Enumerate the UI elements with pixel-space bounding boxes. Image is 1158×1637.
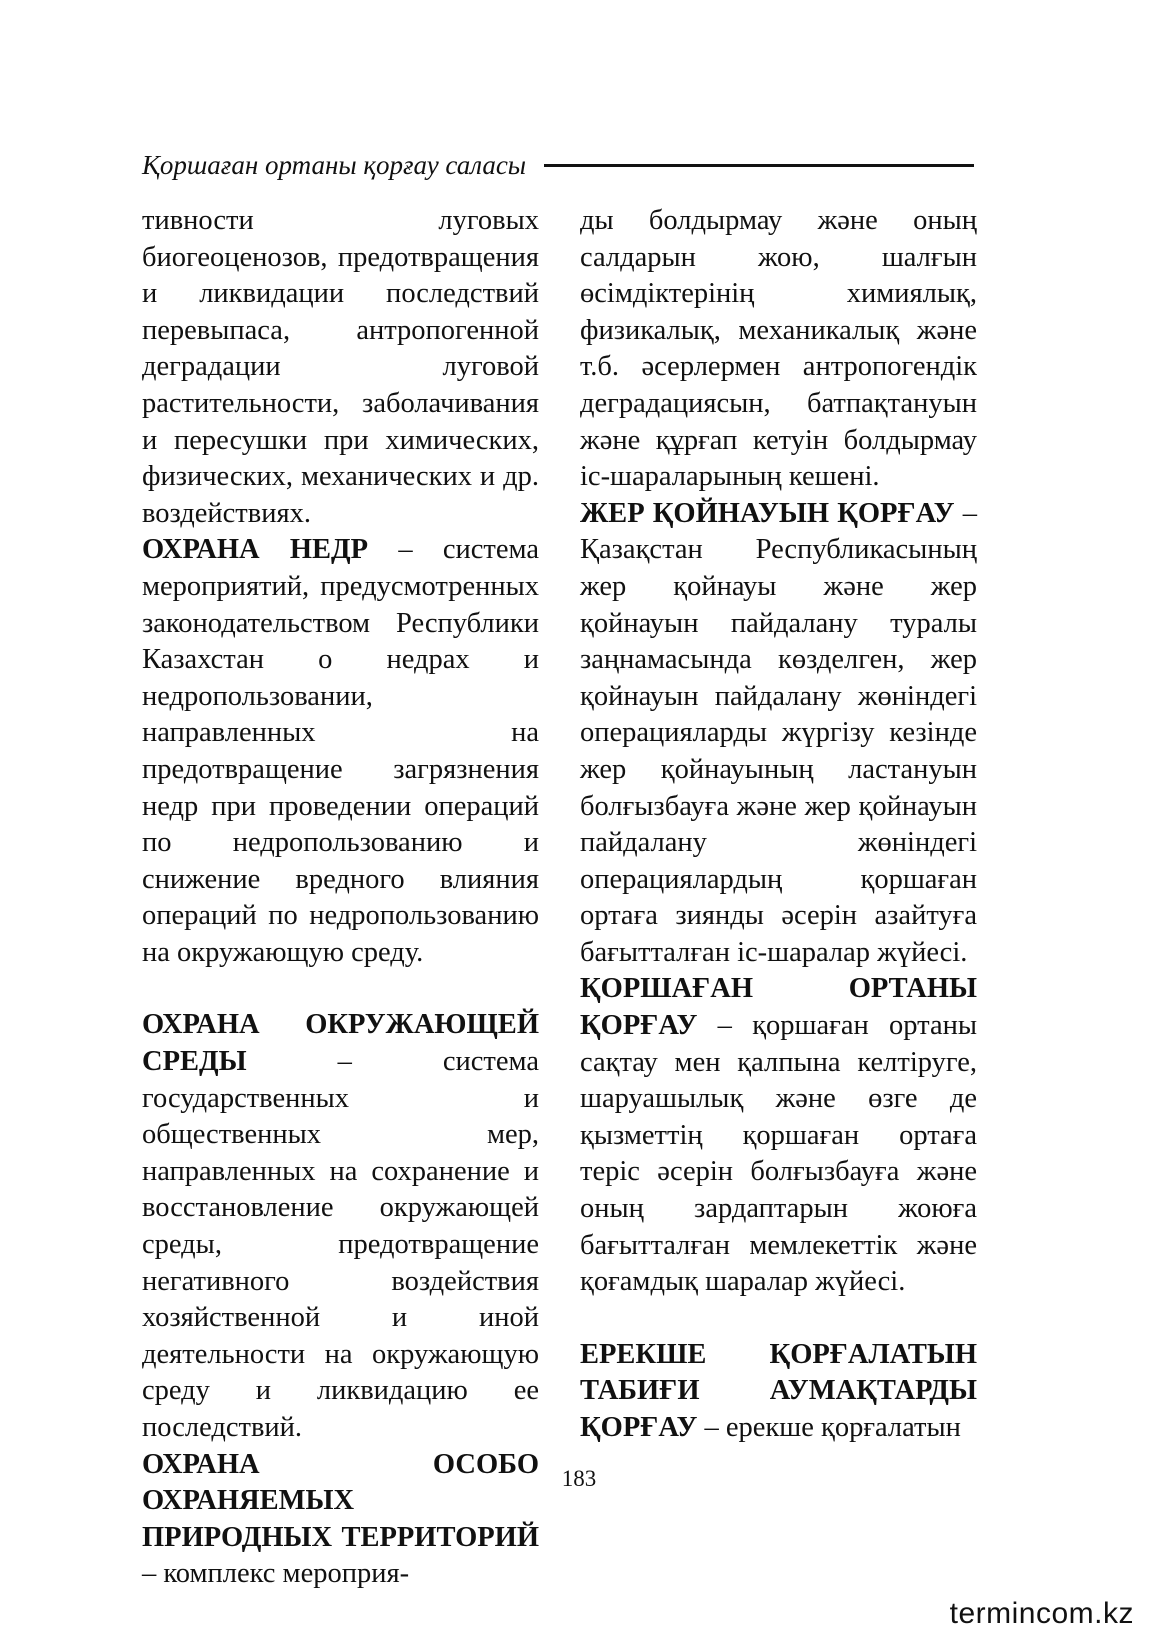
entry-text: – система государственных и общественных мер, направленных на сохранение и восстановление окружающей среды, предотвращение негативного воздействия хозяйственной и иной деятельности на окружающую среду и ликвидацию ее последствий.: [142, 1046, 539, 1443]
entry-text: – система мероприятий, предусмотренных законодательством Республики Казахстан о недрах и недропользовании, направленных на предотвращение загрязнения недр при проведении операций по недропользованию и снижение вредного влияния операций по недропользованию на окружающую среду.: [142, 534, 539, 968]
site-watermark: termincom.kz: [949, 1597, 1134, 1630]
entry-qorshagan-ortany-qorgau: [580, 971, 977, 1300]
running-header: [142, 150, 974, 181]
entry-continuation: [142, 203, 539, 532]
left-column: [142, 203, 539, 1593]
entry-text: – ерекше қорғалатын: [697, 1412, 961, 1443]
entry-term: ҚОРШАҒАН ОРТАНЫ ҚОРҒАУ: [580, 973, 977, 1042]
entry-text: – Қазақстан Республикасының жер қойнауы және жер қойнауын пайдалану туралы заңнамасында көзделген, жер қойнауын пайдалану жөніндегі операцияларды жүргізу кезінде жер қойнауының ластануын болғызбауға және жер қойнауын пайдалану жөніндегі операциялардың қоршаған ортаға зиянды әсерін азайтуға бағытталған іс-шаралар жүйесі.: [580, 497, 977, 968]
entry-text: – комплекс мероприя-: [142, 1558, 410, 1590]
entry-term: ЖЕР ҚОЙНАУЫН ҚОРҒАУ: [580, 497, 955, 529]
entry-erekshe-qorgalatyn: [580, 1337, 977, 1447]
header-rule: [544, 164, 974, 167]
page-number: 183: [561, 1466, 597, 1491]
entry-zher-qoynauyn-qorgau: [580, 496, 977, 972]
entry-text: ды болдырмау және оның салдарын жою, шалғын өсімдіктерінің химиялық, физикалық, механикалық және т.б. әсерлермен антропогендік деградациясын, батпақтануын және құрғап кетуін болдырмау іс-шараларының кешені.: [580, 205, 977, 493]
entry-term: ОХРАНА ОКРУЖАЮЩЕЙ СРЕДЫ: [142, 1009, 539, 1078]
entry-okhrana-nedr: [142, 532, 539, 971]
running-title: Қоршаған ортаны қорғау саласы: [142, 150, 527, 180]
right-column: [580, 203, 977, 1447]
entry-term: ОХРАНА ОСОБО ОХРАНЯЕМЫХ ПРИРОДНЫХ ТЕРРИТОРИЙ: [142, 1448, 539, 1553]
entry-okhrana-okruzhayushchey-sredy: [142, 1007, 539, 1446]
entry-text: тивности луговых биогеоценозов, предотвращения и ликвидации последствий перевыпаса, антропогенной деградации луговой растительности, заболачивания и пересушки при химических, физических, механических и др. воздействиях.: [142, 205, 539, 529]
entry-text: – қоршаған ортаны сақтау мен қалпына келтіруге, шаруашылық және өзге де қызметтің қоршаған ортаға теріс әсерін болғызбауға және оның зардаптарын жоюға бағытталған мемлекеттік және қоғамдық шаралар жүйесі.: [580, 1010, 977, 1298]
entry-continuation: [580, 203, 977, 496]
entry-term: ОХРАНА НЕДР: [142, 534, 369, 566]
entry-term: ЕРЕКШЕ ҚОРҒАЛАТЫН ТАБИҒИ АУМАҚТАРДЫ ҚОРҒАУ: [580, 1338, 977, 1443]
